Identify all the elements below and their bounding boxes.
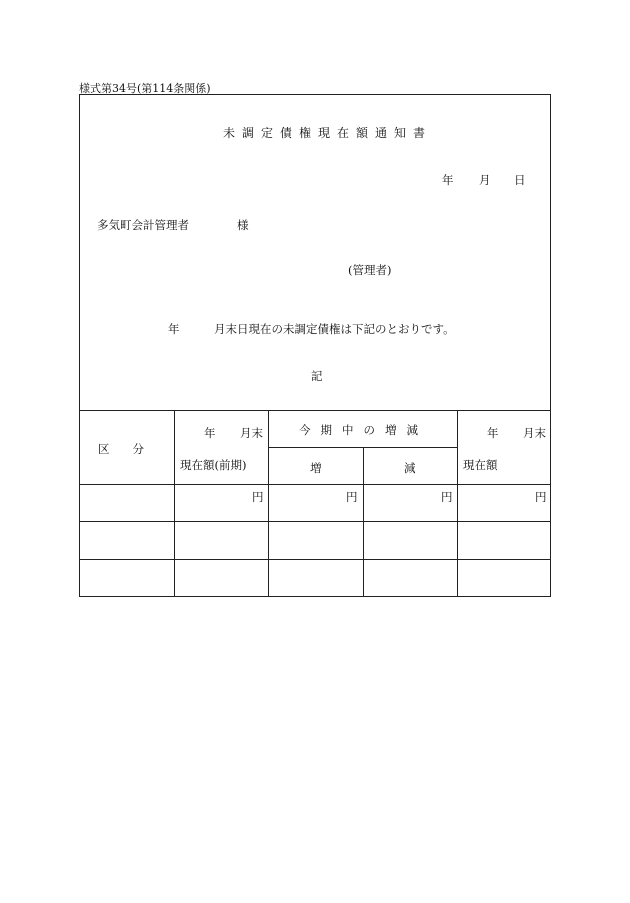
header-category: 区 分	[98, 442, 144, 456]
header-increase: 増	[310, 461, 322, 475]
table-row	[80, 522, 550, 559]
table-top-line	[80, 410, 550, 411]
date-year-label: 年	[442, 173, 454, 187]
unit-yen-decrease: 円	[441, 490, 453, 504]
form-frame	[79, 94, 551, 597]
date-day-label: 日	[514, 173, 526, 187]
header-curr-month-end: 月末	[523, 426, 546, 440]
unit-yen-increase: 円	[346, 490, 358, 504]
document-title: 未調定債権現在額通知書	[223, 126, 433, 140]
statement-year-label: 年	[168, 322, 180, 336]
table-row	[80, 560, 550, 596]
addressee: 多気町会計管理者	[97, 218, 189, 232]
sender-label: (管理者)	[348, 263, 392, 277]
header-prev-month-end: 月末	[240, 426, 263, 440]
header-curr-year: 年	[487, 426, 499, 440]
unit-yen-current: 円	[535, 490, 547, 504]
honorific: 様	[237, 218, 249, 232]
ki-label: 記	[311, 369, 323, 383]
date-month-label: 月	[479, 173, 491, 187]
table-row	[80, 485, 550, 521]
form-number: 様式第34号(第114条関係)	[79, 82, 211, 95]
header-decrease: 減	[404, 461, 416, 475]
unit-yen-prev: 円	[252, 490, 264, 504]
header-curr-amount: 現在額	[463, 458, 498, 472]
header-prev-year: 年	[204, 426, 216, 440]
statement-text: 月末日現在の未調定債権は下記のとおりです。	[214, 322, 455, 336]
header-change-group: 今期中の増減	[299, 423, 428, 437]
header-prev-amount: 現在額(前期)	[180, 458, 247, 472]
